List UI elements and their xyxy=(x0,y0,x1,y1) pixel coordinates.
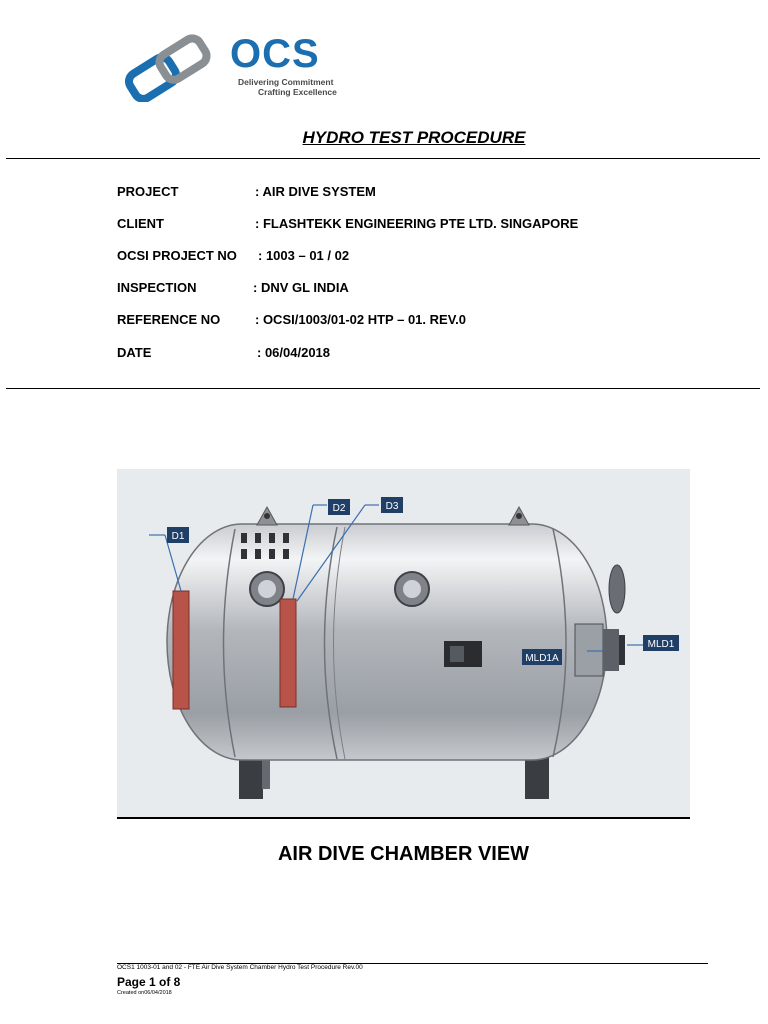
info-value: : FLASHTEKK ENGINEERING PTE LTD. SINGAPORE xyxy=(255,216,579,231)
logo-tagline-1: Delivering Commitment xyxy=(238,77,334,87)
chamber-figure xyxy=(117,469,690,818)
pressure-chamber-drawing xyxy=(117,469,690,818)
info-label: OCSI PROJECT NO xyxy=(117,248,237,263)
callout-d2: D2 xyxy=(332,503,346,514)
footer-created-date: Created on06/04/2018 xyxy=(117,990,172,996)
page-number: Page 1 of 8 xyxy=(117,975,181,989)
logo-wordmark: OCS xyxy=(230,32,320,76)
callout-d1: D1 xyxy=(171,531,185,542)
info-label: CLIENT xyxy=(117,216,164,231)
chain-link-icon xyxy=(118,30,226,102)
info-label: PROJECT xyxy=(117,184,179,199)
callout-d3: D3 xyxy=(385,501,399,512)
info-value: : OCSI/1003/01-02 HTP – 01. REV.0 xyxy=(255,312,467,327)
footer-document-reference: OCS1 1003-01 and 02 - FTE Air Dive System Chamber Hydro Test Procedure Rev.00 xyxy=(117,964,363,971)
callout-mld1: MLD1 xyxy=(647,639,675,650)
info-label: REFERENCE NO xyxy=(117,312,221,327)
info-value: : AIR DIVE SYSTEM xyxy=(255,184,376,199)
figure-caption: AIR DIVE CHAMBER VIEW xyxy=(277,843,530,865)
info-value: : 06/04/2018 xyxy=(257,345,331,360)
info-label: INSPECTION xyxy=(117,280,197,295)
figure-underline xyxy=(117,817,690,819)
logo-tagline-2: Crafting Excellence xyxy=(258,87,337,97)
company-logo xyxy=(118,30,358,102)
info-value: : DNV GL INDIA xyxy=(253,280,349,295)
info-value: : 1003 – 01 / 02 xyxy=(258,248,350,263)
callout-mld1a: MLD1A xyxy=(525,653,559,664)
info-divider xyxy=(6,388,760,389)
info-label: DATE xyxy=(117,345,152,360)
document-title: HYDRO TEST PROCEDURE xyxy=(302,128,526,147)
header-divider xyxy=(6,158,760,159)
